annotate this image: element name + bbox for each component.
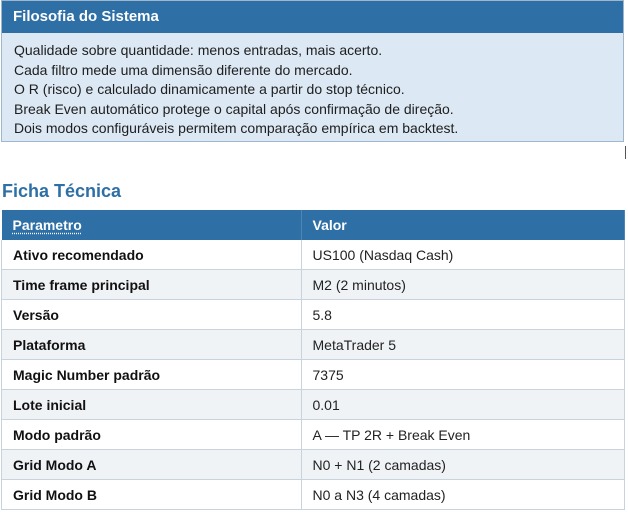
parameter-cell: Time frame principal	[2, 270, 302, 300]
parameter-cell: Versão	[2, 300, 302, 330]
parameter-cell: Magic Number padrão	[2, 360, 302, 390]
philosophy-line: Dois modos configuráveis permitem comparação empírica em backtest.	[14, 120, 459, 137]
value-cell: N0 a N3 (4 camadas)	[301, 480, 625, 510]
parameter-cell: Plataforma	[2, 330, 302, 360]
table-row	[2, 300, 625, 330]
parameter-cell: Ativo recomendado	[2, 240, 302, 270]
parameter-cell: Modo padrão	[2, 420, 302, 450]
value-cell: M2 (2 minutos)	[301, 270, 625, 300]
philosophy-line: Qualidade sobre quantidade: menos entradas, mais acerto.	[14, 42, 383, 58]
value-cell: 5.8	[301, 300, 625, 330]
column-header-value: Valor	[301, 210, 625, 240]
parameter-cell: Grid Modo A	[2, 450, 302, 480]
philosophy-body	[2, 33, 623, 139]
value-cell: 0.01	[301, 390, 625, 420]
column-header-parameter[interactable]	[2, 210, 302, 240]
value-cell: MetaTrader 5	[301, 330, 625, 360]
table-row	[2, 240, 625, 270]
spec-table-header-row	[2, 210, 625, 240]
spec-table	[1, 210, 625, 510]
philosophy-title: Filosofia do Sistema	[2, 1, 623, 33]
philosophy-line: Cada filtro mede uma dimensão diferente do mercado.	[14, 61, 353, 78]
scroll-edge-marker	[625, 146, 626, 159]
philosophy-box	[1, 0, 624, 142]
table-row	[2, 420, 625, 450]
table-row	[2, 270, 625, 300]
table-row	[2, 450, 625, 480]
value-cell: US100 (Nasdaq Cash)	[301, 240, 625, 270]
value-cell: N0 + N1 (2 camadas)	[301, 450, 625, 480]
value-cell: A — TP 2R + Break Even	[301, 420, 625, 450]
table-row	[2, 330, 625, 360]
philosophy-line: Break Even automático protege o capital após confirmação de direção.	[14, 100, 454, 117]
column-header-parameter-label: Parametro	[12, 217, 82, 233]
table-row	[2, 360, 625, 390]
table-row	[2, 480, 625, 510]
table-row	[2, 390, 625, 420]
spec-section-title: Ficha Técnica	[2, 181, 122, 201]
value-cell: 7375	[301, 360, 625, 390]
philosophy-line: O R (risco) e calculado dinamicamente a partir do stop técnico.	[14, 81, 405, 98]
parameter-cell: Grid Modo B	[2, 480, 302, 510]
parameter-cell: Lote inicial	[2, 390, 302, 420]
